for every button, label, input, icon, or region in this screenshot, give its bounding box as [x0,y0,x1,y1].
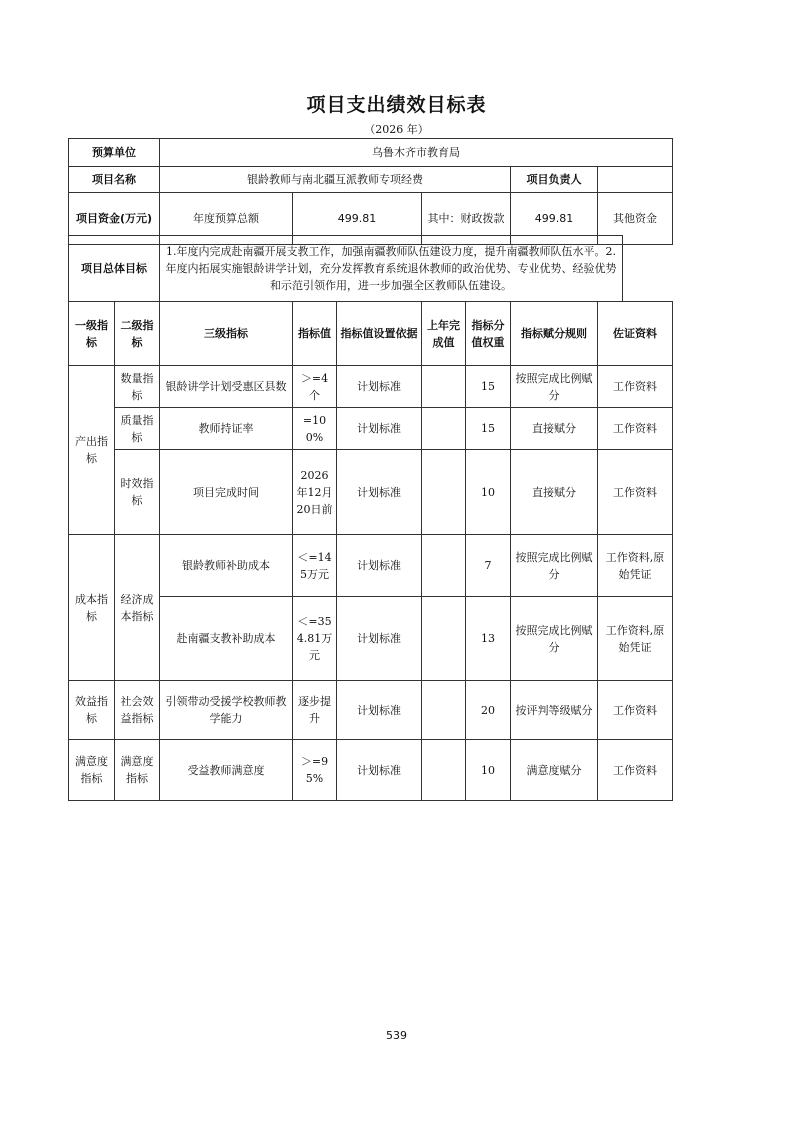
annual-budget-label: 年度预算总额 [160,193,293,245]
budget-unit-row [69,139,673,167]
goal-label: 项目总体目标 [69,236,160,302]
row-last-year [422,535,466,597]
goal-row [69,236,623,302]
goal-table [68,235,623,302]
row-evidence: 工作资料 [598,740,673,801]
project-name-value: 银龄教师与南北疆互派教师专项经费 [160,167,511,193]
header-evidence: 佐证资料 [598,302,673,366]
row-rule: 按评判等级赋分 [511,681,598,740]
group-benefit: 效益指标 [69,681,115,740]
row-rule: 直接赋分 [511,450,598,535]
row-value: =100% [293,408,337,450]
row-level3: 引领带动受援学校教师教学能力 [160,681,293,740]
project-leader-value [598,167,673,193]
row-level3: 项目完成时间 [160,450,293,535]
row-rule: 按照完成比例赋分 [511,535,598,597]
row-weight: 7 [466,535,511,597]
row-level3: 受益教师满意度 [160,740,293,801]
row-value: ＜=354.81万元 [293,597,337,681]
document-title: 项目支出绩效目标表 [306,94,487,116]
row-rule: 满意度赋分 [511,740,598,801]
row-last-year [422,366,466,408]
other-funds-label: 其他资金 [598,193,673,245]
table-row [69,366,673,408]
row-level2: 满意度指标 [115,740,160,801]
row-last-year [422,408,466,450]
goal-text: 1.年度内完成赴南疆开展支教工作，加强南疆教师队伍建设力度，提升南疆教师队伍水平。2.年度内拓展实施银龄讲学计划，充分发挥教育系统退休教师的政治优势、专业优势、经验优势和示范引领作用，进一步加强全区教师队伍建设。 [160,236,623,302]
row-value: ＜=145万元 [293,535,337,597]
indicator-header-row [69,302,673,366]
group-cost: 成本指标 [69,535,115,681]
row-evidence: 工作资料 [598,450,673,535]
row-basis: 计划标准 [337,740,422,801]
project-name-label: 项目名称 [69,167,160,193]
row-evidence: 工作资料 [598,681,673,740]
header-level1: 一级指标 [69,302,115,366]
row-value: ＞=95% [293,740,337,801]
row-level2: 数量指标 [115,366,160,408]
row-level2: 时效指标 [115,450,160,535]
header-rule: 指标赋分规则 [511,302,598,366]
table-row [69,597,673,681]
budget-unit-label: 预算单位 [69,139,160,167]
row-level3: 银龄教师补助成本 [160,535,293,597]
project-leader-label: 项目负责人 [511,167,598,193]
fiscal-label: 其中：财政拨款 [422,193,511,245]
budget-unit-value: 乌鲁木齐市教育局 [160,139,673,167]
row-evidence: 工作资料,原始凭证 [598,597,673,681]
row-basis: 计划标准 [337,408,422,450]
row-last-year [422,450,466,535]
row-weight: 10 [466,740,511,801]
header-weight: 指标分值权重 [466,302,511,366]
table-row [69,408,673,450]
row-evidence: 工作资料,原始凭证 [598,535,673,597]
header-level3: 三级指标 [160,302,293,366]
row-last-year [422,597,466,681]
row-level3: 教师持证率 [160,408,293,450]
table-row [69,535,673,597]
row-weight: 15 [466,366,511,408]
row-level2: 社会效益指标 [115,681,160,740]
header-last-year: 上年完成值 [422,302,466,366]
row-basis: 计划标准 [337,535,422,597]
row-level2: 经济成本指标 [115,535,160,681]
row-weight: 13 [466,597,511,681]
header-basis: 指标值设置依据 [337,302,422,366]
row-evidence: 工作资料 [598,366,673,408]
document-year: （2026 年） [364,123,429,136]
project-name-row [69,167,673,193]
group-output: 产出指标 [69,366,115,535]
header-value: 指标值 [293,302,337,366]
row-last-year [422,681,466,740]
row-value: ＞=4个 [293,366,337,408]
table-row [69,740,673,801]
row-level3: 赴南疆支教补助成本 [160,597,293,681]
row-weight: 15 [466,408,511,450]
row-last-year [422,740,466,801]
row-level2: 质量指标 [115,408,160,450]
row-basis: 计划标准 [337,450,422,535]
row-rule: 直接赋分 [511,408,598,450]
page-number: 539 [386,1029,407,1042]
row-rule: 按照完成比例赋分 [511,597,598,681]
row-basis: 计划标准 [337,597,422,681]
performance-table [68,138,673,245]
indicator-table [68,301,673,801]
row-basis: 计划标准 [337,366,422,408]
header-level2: 二级指标 [115,302,160,366]
row-evidence: 工作资料 [598,408,673,450]
row-level3: 银龄讲学计划受惠区县数 [160,366,293,408]
row-value: 2026年12月20日前 [293,450,337,535]
row-weight: 10 [466,450,511,535]
row-weight: 20 [466,681,511,740]
row-value: 逐步提升 [293,681,337,740]
row-rule: 按照完成比例赋分 [511,366,598,408]
table-row [69,450,673,535]
group-satisfaction: 满意度指标 [69,740,115,801]
table-row [69,681,673,740]
annual-budget-value: 499.81 [293,193,422,245]
fiscal-value: 499.81 [511,193,598,245]
funds-label: 项目资金(万元) [69,193,160,245]
row-basis: 计划标准 [337,681,422,740]
